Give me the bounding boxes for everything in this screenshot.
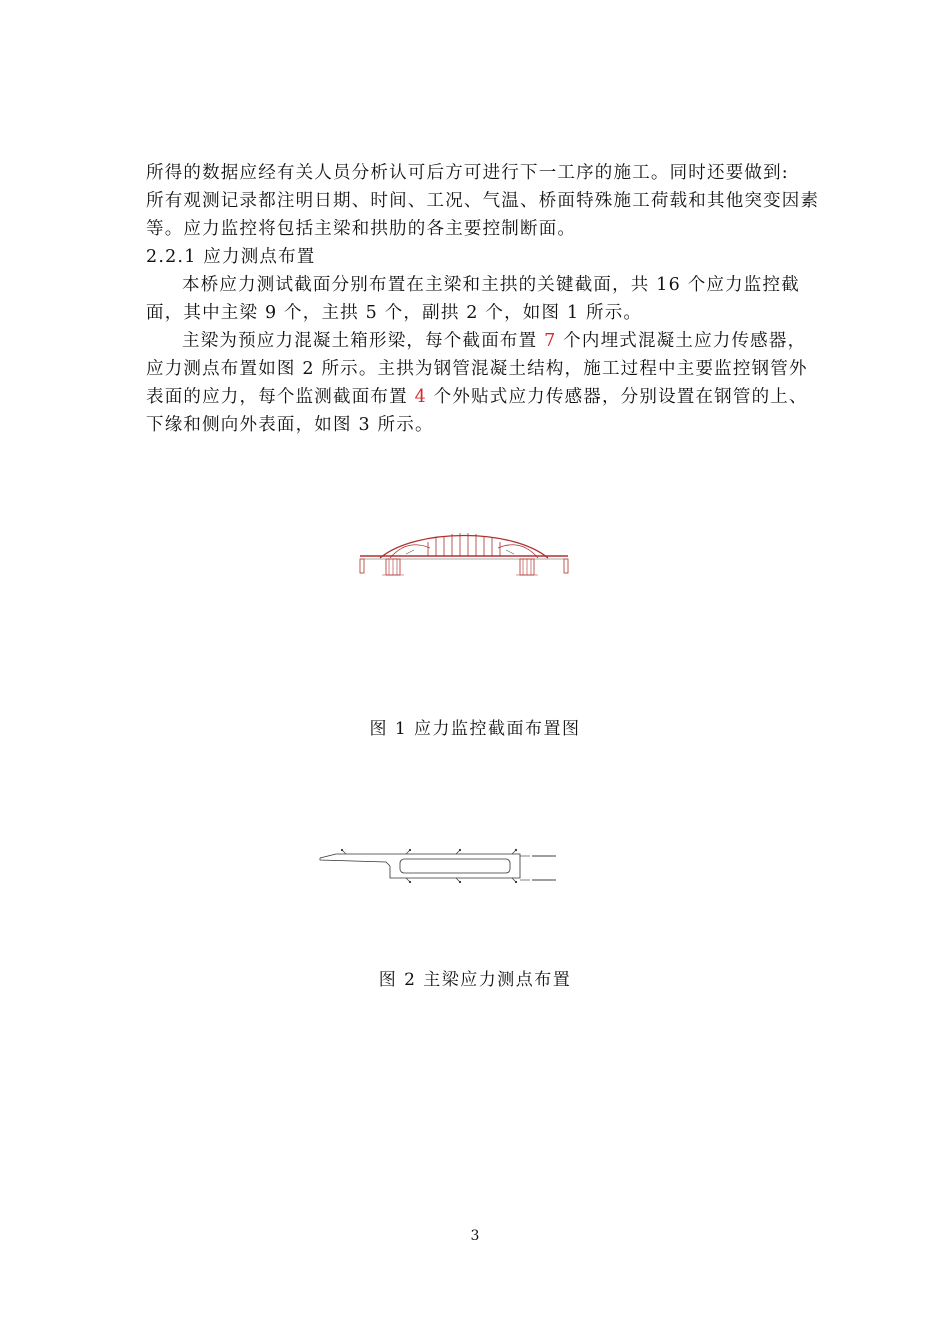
text-span: 表面的应力，每个监测截面布置 [146,387,415,407]
page-number: 3 [470,1228,480,1244]
figure1-bridge-elevation [356,528,572,584]
highlight-number: 4 [414,387,427,407]
text-line: 本桥应力测试截面分别布置在主梁和主拱的关键截面，共 16 个应力监控截 [182,275,800,295]
section-heading: 2.2.1 应力测点布置 [146,247,316,267]
figure2-box-girder-section [316,844,560,888]
text-line [146,383,810,411]
text-span: 个内埋式混凝土应力传感器， [556,331,807,351]
figure2-caption: 图 2 主梁应力测点布置 [378,970,572,990]
text-span: 主梁为预应力混凝土箱形梁，每个截面布置 [182,331,545,351]
text-line: 所有观测记录都注明日期、时间、工况、气温、桥面特殊施工荷载和其他突变因素 [146,191,820,211]
text-line: 面，其中主梁 9 个，主拱 5 个，副拱 2 个，如图 1 所示。 [146,303,643,323]
figure1-caption: 图 1 应力监控截面布置图 [369,719,581,739]
highlight-number: 7 [544,331,557,351]
text-line [146,327,810,355]
text-span: 个外贴式应力传感器，分别设置在钢管的上、 [426,387,808,407]
paragraph-continued [146,159,820,439]
text-line: 所得的数据应经有关人员分析认可后方可进行下一工序的施工。同时还要做到: [146,163,789,183]
text-line: 下缘和侧向外表面，如图 3 所示。 [146,415,434,435]
text-line: 等。应力监控将包括主梁和拱肋的各主要控制断面。 [146,219,577,239]
text-line: 应力测点布置如图 2 所示。主拱为钢管混凝土结构，施工过程中主要监控钢管外 [146,359,808,379]
